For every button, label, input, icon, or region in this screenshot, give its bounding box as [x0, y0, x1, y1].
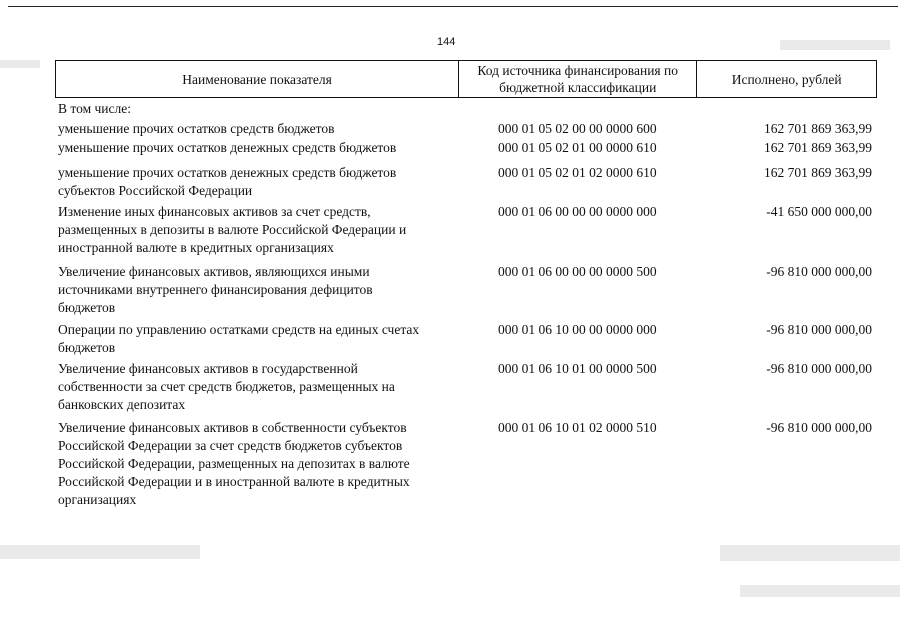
top-rule [8, 6, 898, 7]
header-code-label-line2: бюджетной классификации [499, 80, 657, 95]
row-name-line: субъектов Российской Федерации [58, 183, 253, 198]
row-sum: -96 810 000 000,00 [766, 361, 872, 376]
row-code: 000 01 05 02 01 00 0000 610 [498, 140, 657, 155]
row-name-line: размещенных в депозиты в валюте Российской Федерации и [58, 222, 407, 237]
table-row-name [58, 203, 478, 257]
row-code: 000 01 06 10 00 00 0000 000 [498, 322, 657, 337]
header-name-cell [56, 61, 459, 98]
header-sum-label: Исполнено, рублей [731, 71, 842, 87]
row-code: 000 01 06 00 00 00 0000 500 [498, 264, 657, 279]
header-code-label-line1: Код источника финансирования по [477, 63, 678, 78]
header-name-label: Наименование показателя [182, 71, 332, 87]
row-name-line: источниками внутреннего финансирования дефицитов [58, 282, 373, 297]
table-row-name [58, 120, 478, 138]
row-code: 000 01 06 10 01 02 0000 510 [498, 420, 657, 435]
row-name-line: Российской Федерации за счет средств бюджетов субъектов [58, 438, 403, 453]
table-row-name [58, 419, 478, 509]
row-name-line: Увеличение финансовых активов, являющихся иными [58, 264, 370, 279]
table-row-name [58, 321, 478, 357]
scan-noise [740, 585, 900, 597]
row-code: 000 01 06 10 01 00 0000 500 [498, 361, 657, 376]
row-name-line: Изменение иных финансовых активов за счет средств, [58, 204, 371, 219]
page-number: 144 [437, 36, 456, 48]
row-name-line: бюджетов [58, 340, 116, 355]
scan-noise [0, 60, 40, 68]
table-row-name [58, 164, 478, 200]
table-row-name [58, 139, 478, 157]
row-name-line: банковских депозитах [58, 397, 186, 412]
row-name-line: Увеличение финансовых активов в государственной [58, 361, 358, 376]
row-name-line: Российской Федерации, размещенных на депозитах в валюте [58, 456, 410, 471]
header-sum-cell [697, 61, 877, 98]
row-code: 000 01 05 02 00 00 0000 600 [498, 121, 657, 136]
scan-noise [720, 545, 900, 561]
row-name-line: уменьшение прочих остатков денежных средств бюджетов [58, 165, 397, 180]
table-row-name [58, 360, 478, 414]
row-name-line: собственности за счет средств бюджетов, размещенных на [58, 379, 395, 394]
row-sum: -96 810 000 000,00 [766, 264, 872, 279]
row-name-line: бюджетов [58, 300, 116, 315]
row-name-line: организациях [58, 492, 137, 507]
row-name-line: Увеличение финансовых активов в собственности субъектов [58, 420, 407, 435]
row-sum: 162 701 869 363,99 [764, 121, 872, 136]
row-name-line: уменьшение прочих остатков средств бюджетов [58, 121, 335, 136]
row-name-line: Операции по управлению остатками средств на единых счетах [58, 322, 420, 337]
row-sum: 162 701 869 363,99 [764, 140, 872, 155]
row-sum: 162 701 869 363,99 [764, 165, 872, 180]
subheading: В том числе: [58, 101, 131, 116]
row-sum: -41 650 000 000,00 [766, 204, 872, 219]
header-code-cell [459, 61, 697, 98]
row-name-line: уменьшение прочих остатков денежных средств бюджетов [58, 140, 397, 155]
row-code: 000 01 06 00 00 00 0000 000 [498, 204, 657, 219]
row-name-line: Российской Федерации и в иностранной валюте в кредитных [58, 474, 410, 489]
table-header [55, 60, 877, 98]
scan-noise [0, 545, 200, 559]
row-name-line: иностранной валюте в кредитных организациях [58, 240, 334, 255]
row-sum: -96 810 000 000,00 [766, 322, 872, 337]
row-code: 000 01 05 02 01 02 0000 610 [498, 165, 657, 180]
table-row-name [58, 263, 478, 317]
scan-noise [780, 40, 890, 50]
row-sum: -96 810 000 000,00 [766, 420, 872, 435]
